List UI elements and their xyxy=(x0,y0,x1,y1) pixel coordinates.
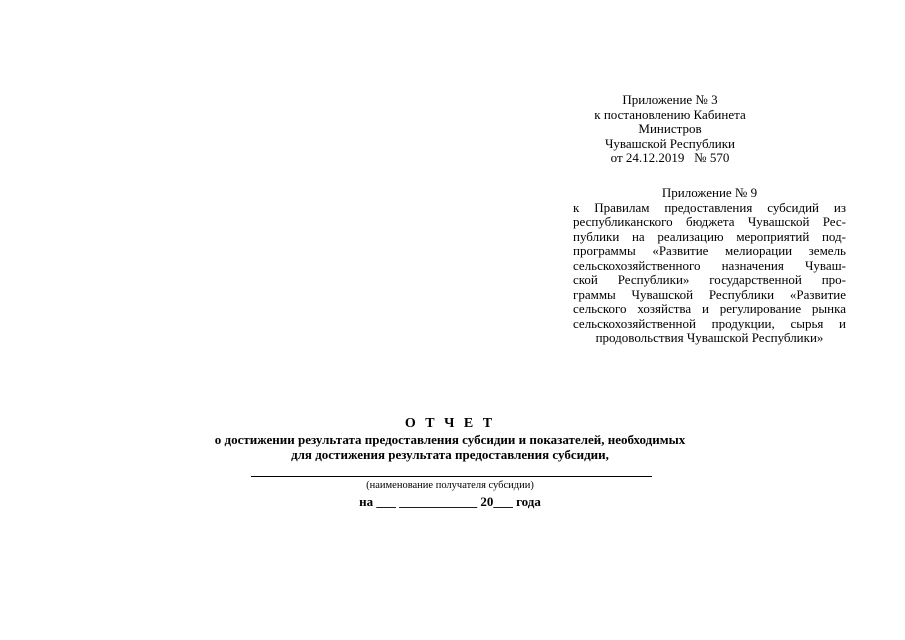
appendix-9-line: продовольствия Чувашской Республики» xyxy=(595,330,824,345)
appendix-3-line: к постановлению Кабинета Министров xyxy=(594,106,746,136)
report-title-block xyxy=(150,416,750,462)
report-heading: О Т Ч Е Т xyxy=(404,416,496,431)
appendix-9-line: республиканского бюджета Чувашской Рес- xyxy=(573,214,846,229)
appendix-9-line: к Правилам предоставления субсидий из xyxy=(573,199,846,215)
appendix-9-line: ской Республики» государственной про- xyxy=(573,272,846,287)
appendix-9-line: сельскохозяйственного назначения Чуваш- xyxy=(573,257,846,273)
appendix-9-header xyxy=(573,186,846,346)
appendix-3-line: от 24.12.2019 № 570 xyxy=(610,150,730,165)
appendix-9-line: сельскохозяйственной продукции, сырья и xyxy=(573,315,846,331)
recipient-name-field-line xyxy=(251,476,652,477)
appendix-9-line: сельского хозяйства и регулирование рынка xyxy=(573,301,846,316)
report-period: на ___ ____________ 20___ года xyxy=(359,494,541,509)
report-subtitle-line: для достижения результата предоставления субсидии, xyxy=(291,447,609,462)
appendix-3-line: Приложение № 3 xyxy=(622,92,718,107)
appendix-3-line: Чувашской Республики xyxy=(604,135,736,151)
appendix-9-line: публики на реализацию мероприятий под- xyxy=(573,228,846,244)
appendix-3-header xyxy=(570,93,770,166)
appendix-9-line: программы «Развитие мелиорации земель xyxy=(573,243,846,258)
appendix-9-title: Приложение № 9 xyxy=(661,185,758,200)
appendix-9-line: граммы Чувашской Республики «Развитие xyxy=(573,286,846,302)
report-subtitle-line: о достижении результата предоставления субсидии и показателей, необходимых xyxy=(214,432,686,447)
recipient-caption: (наименование получателя субсидии) xyxy=(366,480,534,491)
